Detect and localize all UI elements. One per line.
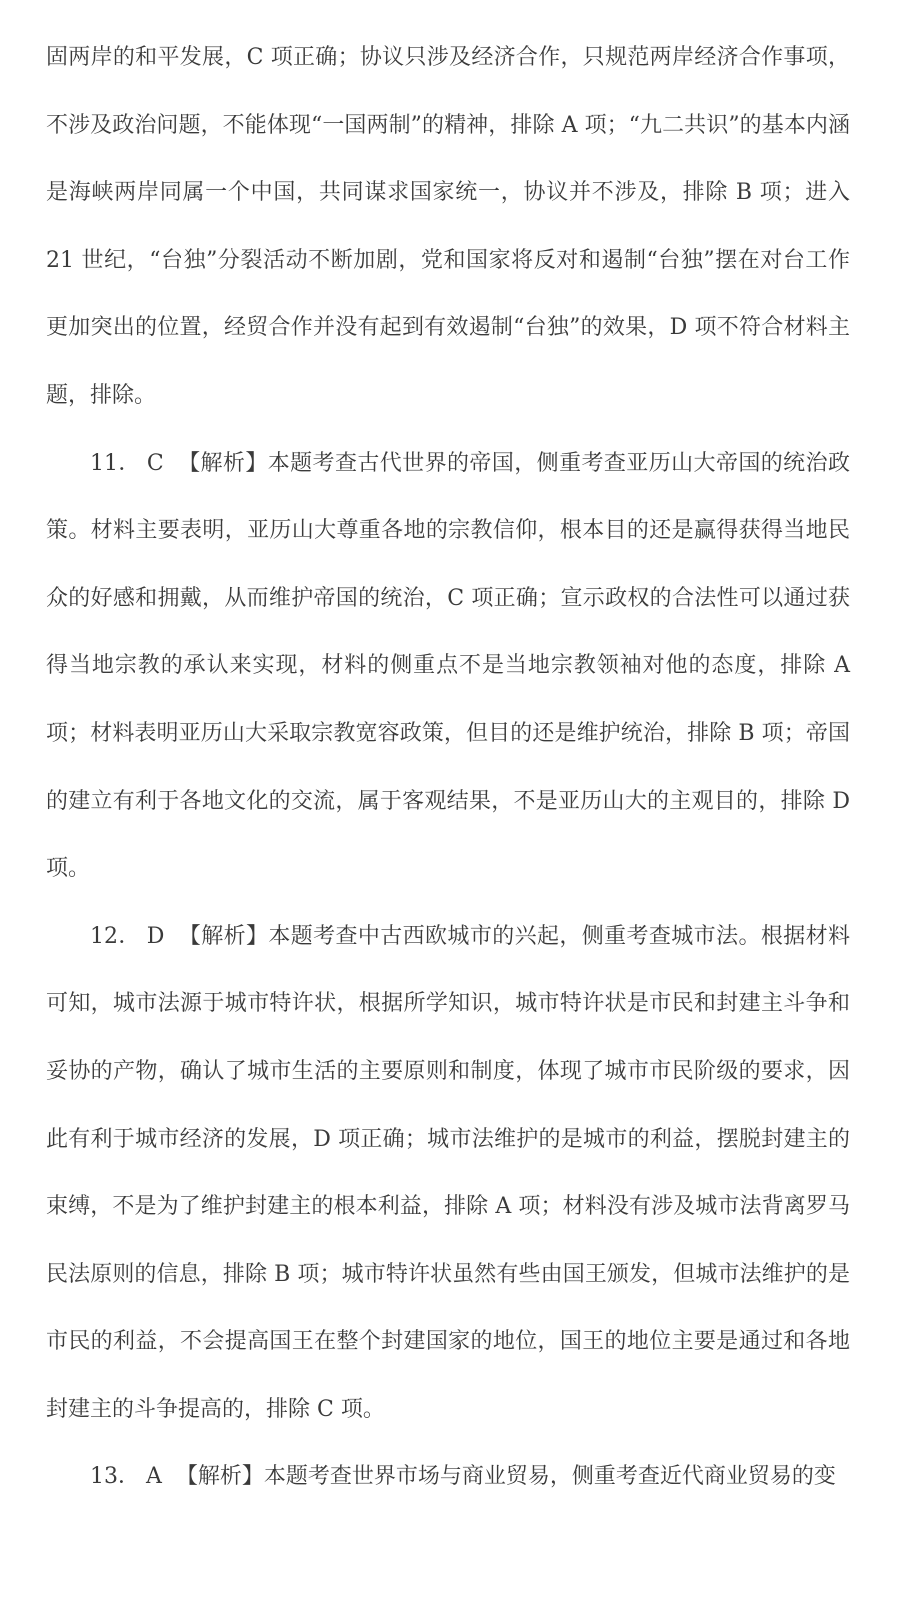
answer-letter: D [146,923,165,949]
question-number: 13． [90,1464,140,1490]
answer-letter: A [146,1464,162,1490]
explanation-text: 【解析】本题考查古代世界的帝国，侧重考查亚历山大帝国的统治政策。材料主要表明，亚历山大尊重各地的宗教信仰，根本目的还是赢得获得当地民众的好感和拥戴，从而维护帝国的统治，C 项正确；宣示政权的合法性可以通过获得当地宗教的承认来实现，材料的侧重点不是当地宗教领袖对他的态度，排除 A 项；材料表明亚历山大采取宗教宽容政策，但目的还是维护统治，排除 B 项；帝国的建立有利于各地文化的交流，属于客观结果，不是亚历山大的主观目的，排除 D 项。 [46,450,850,882]
answer-item-13 [46,1443,850,1511]
question-number: 11． [90,450,141,476]
paragraph-text: 固两岸的和平发展，C 项正确；协议只涉及经济合作，只规范两岸经济合作事项，不涉及政治问题，不能体现“一国两制”的精神，排除 A 项；“九二共识”的基本内涵是海峡两岸同属一个中国，共同谋求国家统一，协议并不涉及，排除 B 项；进入 21 世纪，“台独”分裂活动不断加剧，党和国家将反对和遏制“台独”摆在对台工作更加突出的位置，经贸合作并没有起到有效遏制“台独”的效果，D 项不符合材料主题，排除。 [46,45,850,408]
answer-item-11 [46,430,850,903]
paragraph-continuation [46,24,850,430]
document-page [46,24,850,1511]
explanation-text: 【解析】本题考查世界市场与商业贸易，侧重考查近代商业贸易的变 [175,1464,836,1490]
answer-item-12 [46,903,850,1444]
explanation-text: 【解析】本题考查中古西欧城市的兴起，侧重考查城市法。根据材料可知，城市法源于城市特许状，根据所学知识，城市特许状是市民和封建主斗争和妥协的产物，确认了城市生活的主要原则和制度，体现了城市市民阶级的要求，因此有利于城市经济的发展，D 项正确；城市法维护的是城市的利益，摆脱封建主的束缚，不是为了维护封建主的根本利益，排除 A 项；材料没有涉及城市法背离罗马民法原则的信息，排除 B 项；城市特许状虽然有些由国王颁发，但城市法维护的是市民的利益，不会提高国王在整个封建国家的地位，国王的地位主要是通过和各地封建主的斗争提高的，排除 C 项。 [46,923,850,1422]
question-number: 12． [90,923,141,949]
answer-letter: C [146,450,164,476]
